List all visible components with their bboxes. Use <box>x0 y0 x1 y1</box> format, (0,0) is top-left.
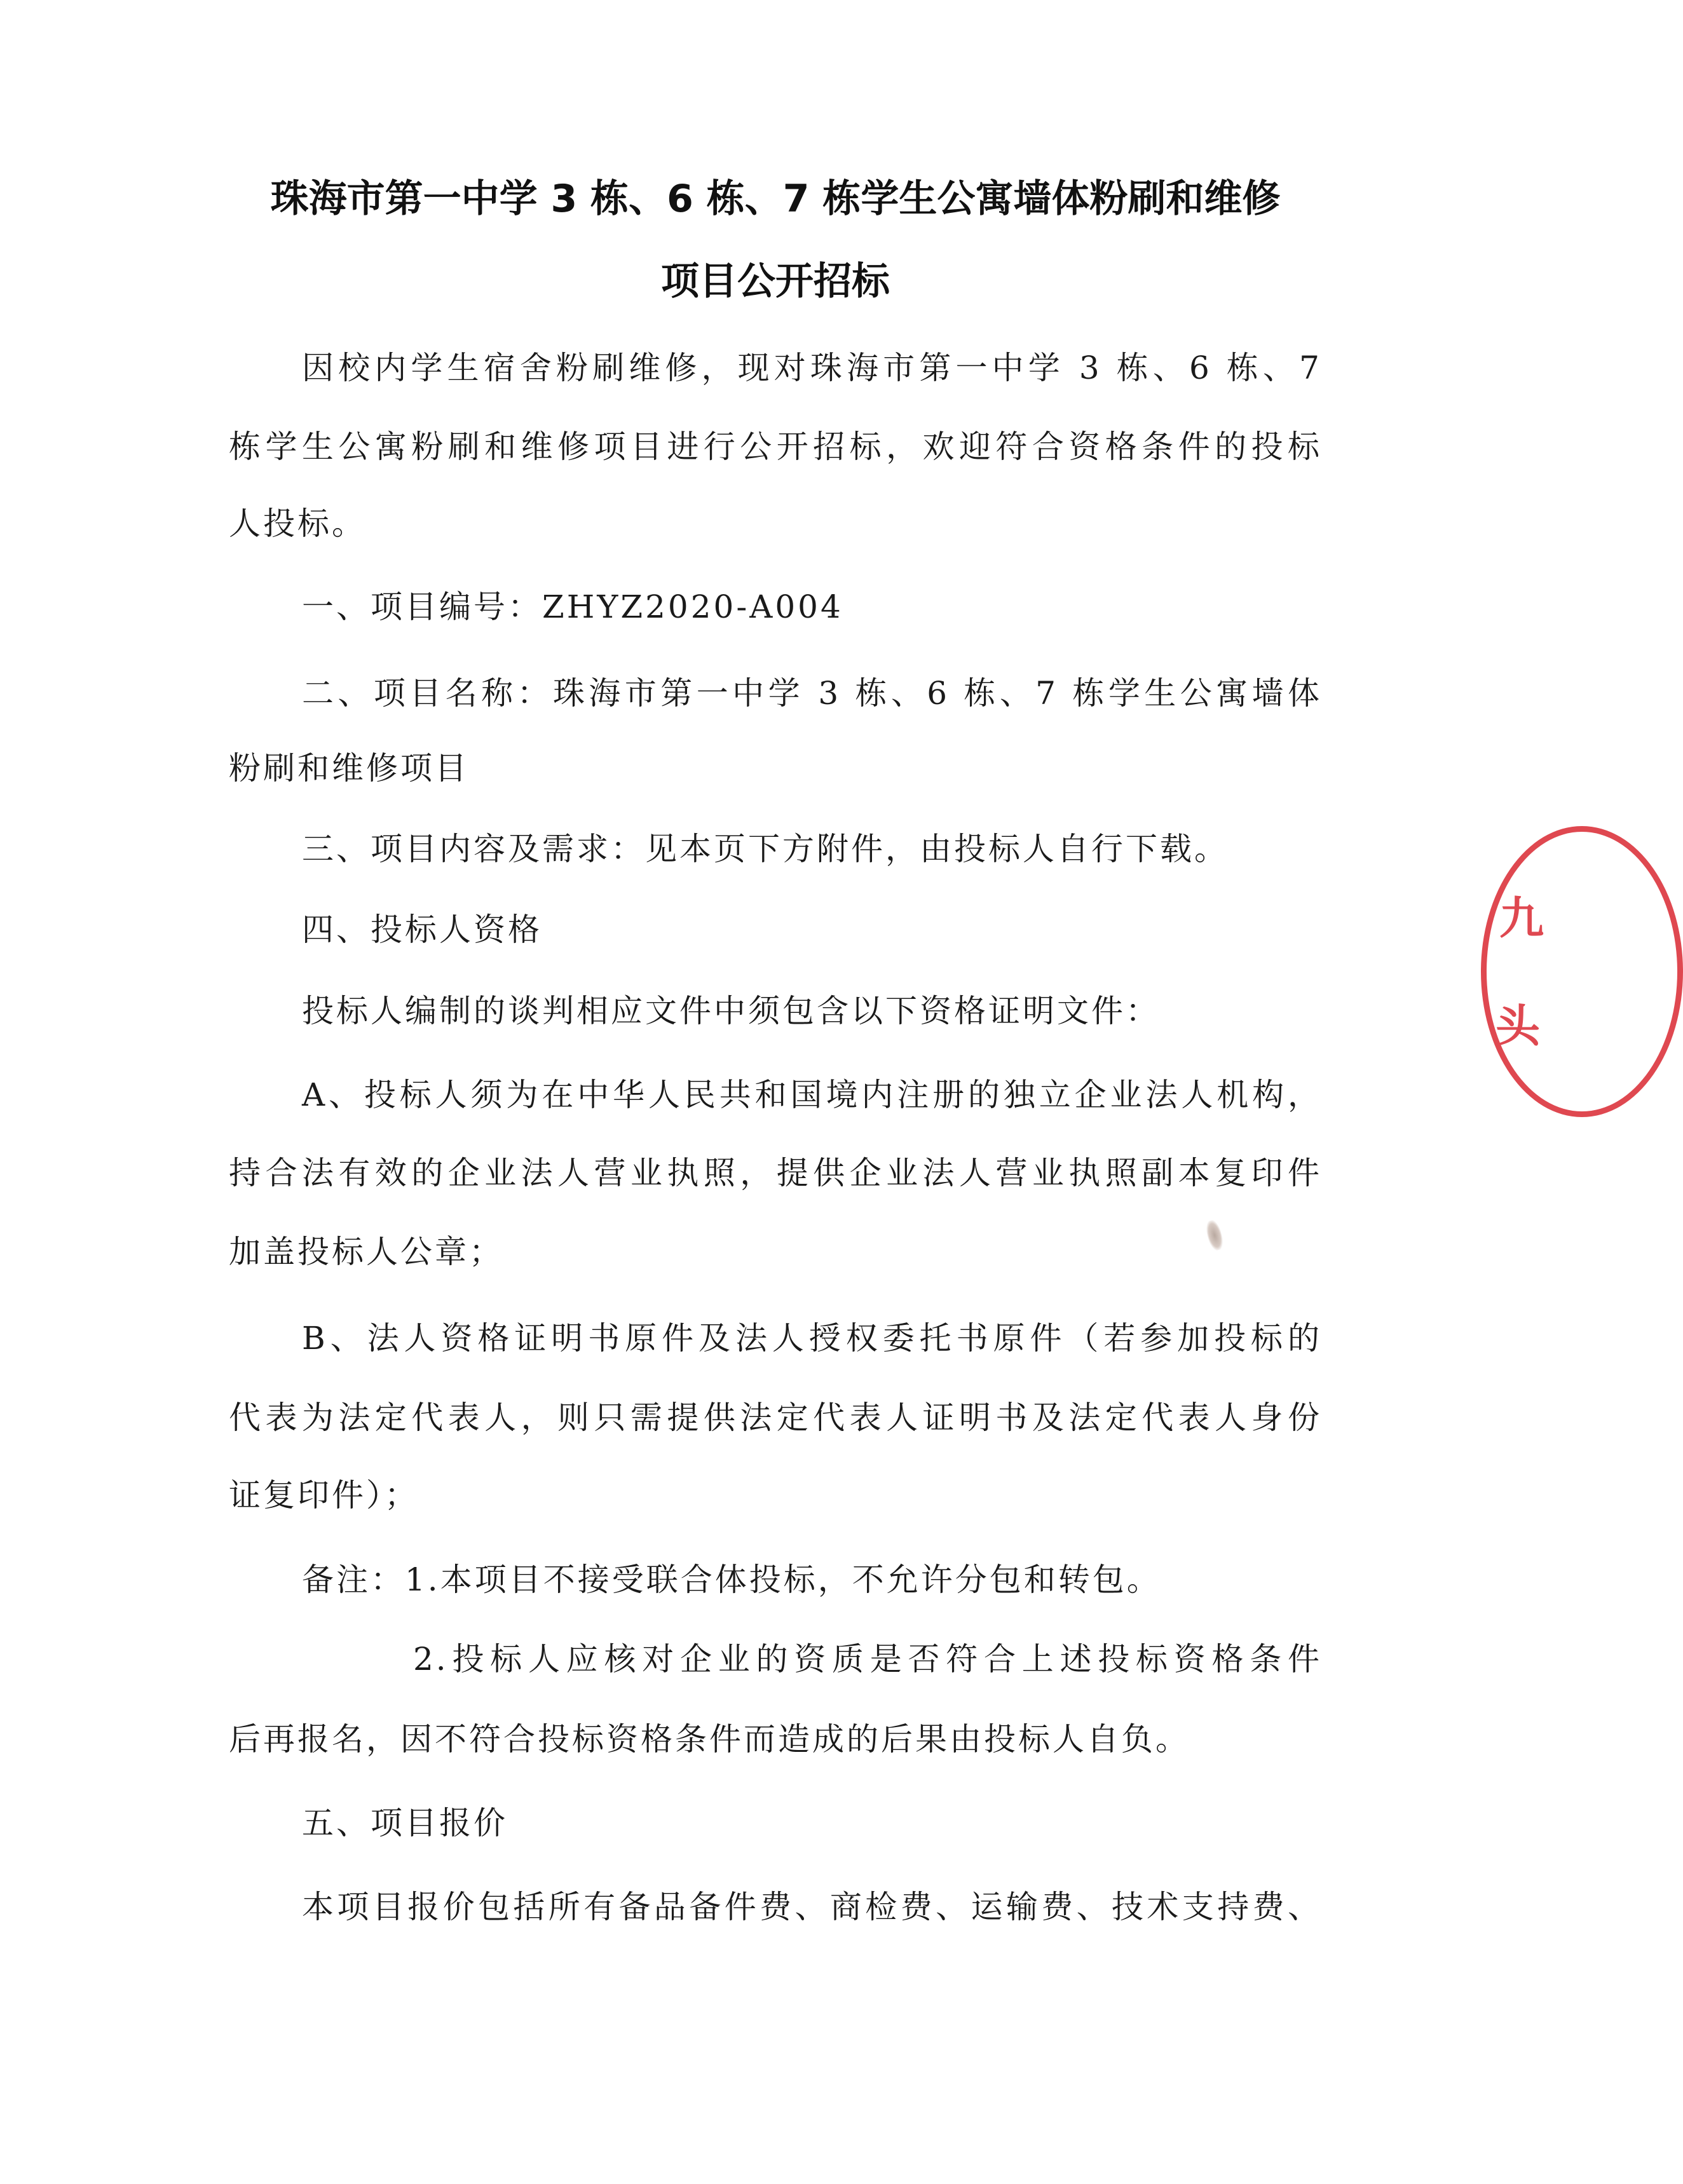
paragraph-line: 持合法有效的企业法人营业执照，提供企业法人营业执照副本复印件 <box>229 1155 1322 1191</box>
note-line: 2.投标人应核对企业的资质是否符合上述投标资格条件 <box>413 1641 1322 1678</box>
seal-text: 九 <box>1499 892 1544 944</box>
paragraph-line: 本项目报价包括所有备品备件费、商检费、运输费、技术支持费、 <box>302 1889 1322 1925</box>
section-heading: 五、项目报价 <box>302 1805 508 1841</box>
note-line: 备注：1.本项目不接受联合体投标，不允许分包和转包。 <box>302 1561 1161 1598</box>
section-heading: 四、投标人资格 <box>302 911 542 948</box>
paragraph-line: 人投标。 <box>229 505 366 542</box>
paragraph-line: 证复印件）； <box>229 1477 419 1514</box>
paragraph-line: 加盖投标人公章； <box>229 1233 503 1270</box>
qualification-a-line: A、投标人须为在中华人民共和国境内注册的独立企业法人机构， <box>302 1076 1322 1113</box>
paragraph-line: 栋学生公寓粉刷和维修项目进行公开招标，欢迎符合资格条件的投标 <box>229 428 1322 465</box>
seal-text: 头 <box>1496 1000 1540 1052</box>
document-title: 珠海市第一中学 3 栋、6 栋、7 栋学生公寓墙体粉刷和维修 <box>270 177 1281 221</box>
qualification-b-line: B、法人资格证明书原件及法人授权委托书原件（若参加投标的 <box>302 1320 1322 1357</box>
document-title-continued: 项目公开招标 <box>661 259 890 304</box>
official-seal <box>1481 826 1683 1117</box>
document-page <box>229 0 1322 2184</box>
project-number-line: 一、项目编号：ZHYZ2020-A004 <box>302 588 843 625</box>
paragraph-line: 代表为法定代表人，则只需提供法定代表人证明书及法定代表人身份 <box>229 1399 1322 1436</box>
paragraph-line: 投标人编制的谈判相应文件中须包含以下资格证明文件： <box>302 993 1160 1029</box>
project-name-line: 二、项目名称：珠海市第一中学 3 栋、6 栋、7 栋学生公寓墙体 <box>302 675 1322 712</box>
paragraph-line: 后再报名，因不符合投标资格条件而造成的后果由投标人自负。 <box>229 1721 1190 1758</box>
project-content-line: 三、项目内容及需求：见本页下方附件，由投标人自行下载。 <box>302 831 1229 867</box>
paragraph-line: 粉刷和维修项目 <box>229 750 469 787</box>
paragraph-line: 因校内学生宿舍粉刷维修，现对珠海市第一中学 3 栋、6 栋、7 <box>302 349 1322 386</box>
